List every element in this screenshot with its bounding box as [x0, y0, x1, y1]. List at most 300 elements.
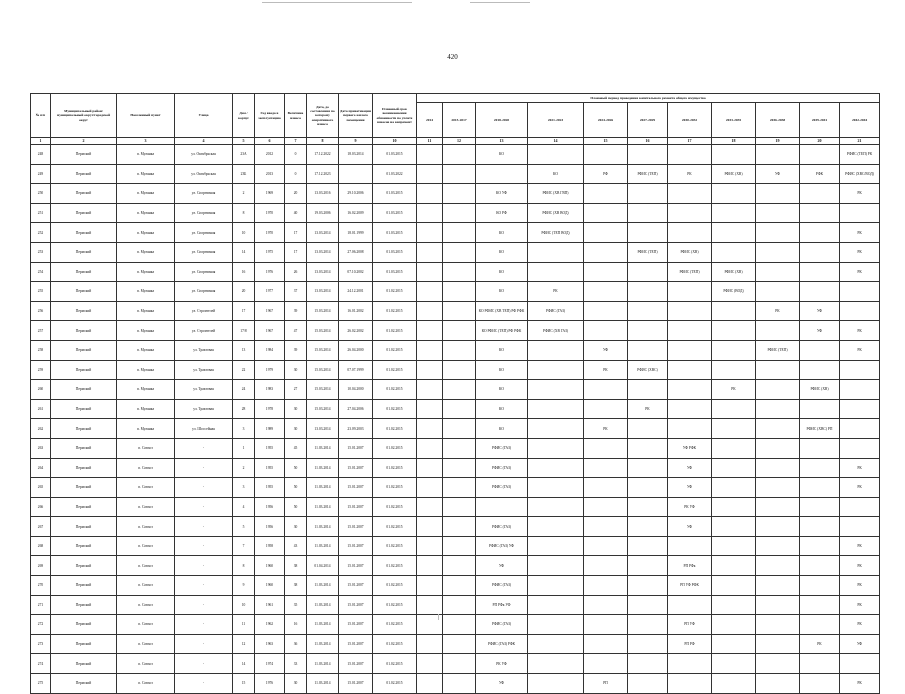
- cell-d1: 11.03.2014: [307, 517, 339, 537]
- cell-settlement: п. Совхоз: [117, 556, 175, 576]
- cell-period: [756, 321, 800, 341]
- cell-deadline: 01.02.2015: [373, 654, 417, 674]
- cell-district: Пермский: [51, 340, 117, 360]
- cell-period: [528, 615, 584, 635]
- cell-year: 1969: [255, 184, 285, 204]
- cell-period: РК: [528, 282, 584, 302]
- cell-period: РФИС (ХВС): [628, 360, 668, 380]
- cell-period: [417, 242, 443, 262]
- cell-settlement: п. Совхоз: [117, 438, 175, 458]
- cell-period: РК: [840, 556, 880, 576]
- cell-no: 248: [31, 145, 51, 165]
- cell-period: [668, 595, 712, 615]
- cell-period: [756, 223, 800, 243]
- cell-settlement: п. Совхоз: [117, 517, 175, 537]
- cell-period: [584, 203, 628, 223]
- cell-period: [756, 536, 800, 556]
- cell-d2: 15.01.2007: [339, 674, 373, 694]
- cell-period: [840, 654, 880, 674]
- cell-deadline: 01.03.2015: [373, 203, 417, 223]
- cell-period: УФ: [584, 340, 628, 360]
- cell-no: 264: [31, 458, 51, 478]
- cell-period: [668, 399, 712, 419]
- cell-d2: 24.12.2001: [339, 282, 373, 302]
- cell-period: [840, 380, 880, 400]
- cell-no: 260: [31, 380, 51, 400]
- table-row: [31, 380, 880, 400]
- cell-period: [443, 223, 476, 243]
- cell-d2: 23.09.2003: [339, 419, 373, 439]
- cell-period: [528, 340, 584, 360]
- cell-period: [443, 262, 476, 282]
- cell-no: 254: [31, 262, 51, 282]
- cell-deadline: 01.03.2015: [373, 242, 417, 262]
- cell-period: РК: [840, 478, 880, 498]
- col-header-period: 2042-2044: [840, 103, 880, 138]
- cell-period: [584, 282, 628, 302]
- cell-d2: 15.01.2007: [339, 595, 373, 615]
- cell-period: [712, 556, 756, 576]
- cell-house: 24: [233, 380, 255, 400]
- column-number: 16: [628, 138, 668, 145]
- cell-period: РК: [840, 458, 880, 478]
- cell-house: 17: [233, 301, 255, 321]
- cell-period: УФ: [668, 458, 712, 478]
- cell-period: [628, 438, 668, 458]
- cell-wear: 38: [285, 576, 307, 596]
- cell-period: [417, 674, 443, 694]
- cell-period: РП УФ: [668, 615, 712, 635]
- col-header-street: Улица: [175, 94, 233, 138]
- cell-period: [417, 164, 443, 184]
- col-header-deadline: Плановый срок возникновения обязанности по уплате взносов на капремонт: [373, 94, 417, 138]
- cell-wear: 45: [285, 438, 307, 458]
- cell-street: ул. Спортивная: [175, 223, 233, 243]
- cell-period: [668, 340, 712, 360]
- column-number: 9: [339, 138, 373, 145]
- cell-period: КО: [476, 419, 528, 439]
- cell-period: [800, 654, 840, 674]
- cell-period: КО: [476, 262, 528, 282]
- cell-period: [417, 654, 443, 674]
- cell-settlement: п. Мулянка: [117, 262, 175, 282]
- cell-period: [712, 595, 756, 615]
- cell-period: [417, 321, 443, 341]
- cell-period: РК: [584, 419, 628, 439]
- cell-no: 259: [31, 360, 51, 380]
- cell-period: УФ: [756, 164, 800, 184]
- cell-period: [800, 262, 840, 282]
- cell-d2: 15.01.2007: [339, 615, 373, 635]
- cell-period: [417, 634, 443, 654]
- cell-period: РФИС (ГАЗ): [476, 615, 528, 635]
- cell-period: [756, 576, 800, 596]
- cell-settlement: п. Совхоз: [117, 654, 175, 674]
- cell-period: [584, 634, 628, 654]
- cell-period: [443, 282, 476, 302]
- cell-period: РФИС (ХВ): [800, 380, 840, 400]
- cell-period: [584, 458, 628, 478]
- table-row: [31, 654, 880, 674]
- cell-d1: 13.03.2016: [307, 184, 339, 204]
- cell-settlement: п. Мулянка: [117, 360, 175, 380]
- cell-street: -: [175, 458, 233, 478]
- cell-period: [756, 262, 800, 282]
- cell-period: [443, 301, 476, 321]
- cell-period: РФИС (ГАЗ): [476, 517, 528, 537]
- cell-period: РК: [712, 380, 756, 400]
- cell-period: [528, 145, 584, 165]
- cell-period: РК: [668, 164, 712, 184]
- cell-year: 1967: [255, 321, 285, 341]
- col-header-period: 2018-2020: [476, 103, 528, 138]
- cell-wear: 50: [285, 497, 307, 517]
- cell-period: [800, 360, 840, 380]
- cell-no: 270: [31, 576, 51, 596]
- cell-year: 1960: [255, 556, 285, 576]
- cell-period: РК: [840, 321, 880, 341]
- cell-period: РК УФ: [668, 497, 712, 517]
- cell-period: КО: [476, 282, 528, 302]
- cell-no: 272: [31, 615, 51, 635]
- cell-d1: 11.03.2014: [307, 458, 339, 478]
- cell-d1: 15.03.2014: [307, 340, 339, 360]
- cell-year: 1976: [255, 674, 285, 694]
- cell-period: РФИС (ГАЗ): [476, 458, 528, 478]
- cell-year: 1963: [255, 634, 285, 654]
- cell-street: -: [175, 556, 233, 576]
- cell-year: 1975: [255, 242, 285, 262]
- cell-period: РП РФк: [668, 556, 712, 576]
- cell-period: РФИС (ГАЗ) УФ: [476, 536, 528, 556]
- cell-period: [800, 184, 840, 204]
- cell-period: [840, 282, 880, 302]
- cell-house: 4: [233, 497, 255, 517]
- cell-period: РК: [840, 674, 880, 694]
- col-header-period: 2024-2026: [584, 103, 628, 138]
- cell-wear: 37: [285, 282, 307, 302]
- cell-period: [584, 536, 628, 556]
- cell-period: [584, 576, 628, 596]
- col-header-period: 2015-2017: [443, 103, 476, 138]
- cell-no: 275: [31, 674, 51, 694]
- cell-district: Пермский: [51, 419, 117, 439]
- cell-deadline: 01.02.2015: [373, 419, 417, 439]
- cell-wear: 16: [285, 615, 307, 635]
- cell-period: КО: [476, 380, 528, 400]
- cell-period: [712, 517, 756, 537]
- cell-period: [756, 360, 800, 380]
- cell-period: [628, 615, 668, 635]
- cell-period: [800, 615, 840, 635]
- cell-house: 28: [233, 399, 255, 419]
- capital-repair-table: [30, 93, 880, 694]
- cell-period: [528, 674, 584, 694]
- cell-d1: 17.12.2022: [307, 145, 339, 165]
- cell-period: [528, 242, 584, 262]
- column-number: 4: [175, 138, 233, 145]
- cell-period: [417, 282, 443, 302]
- cell-period: [712, 478, 756, 498]
- cell-period: РФИС (ТЕП): [668, 262, 712, 282]
- cell-wear: 30: [285, 419, 307, 439]
- cell-period: [417, 438, 443, 458]
- cell-district: Пермский: [51, 458, 117, 478]
- cell-period: [840, 497, 880, 517]
- cell-period: [628, 478, 668, 498]
- cell-period: [584, 223, 628, 243]
- scan-edge-line: [470, 2, 530, 3]
- cell-year: 1958: [255, 536, 285, 556]
- cell-no: 261: [31, 399, 51, 419]
- cell-period: [628, 145, 668, 165]
- cell-period: [628, 223, 668, 243]
- cell-period: [476, 497, 528, 517]
- cell-period: [584, 301, 628, 321]
- cell-period: [756, 438, 800, 458]
- cell-period: [668, 536, 712, 556]
- cell-settlement: п. Мулянка: [117, 145, 175, 165]
- column-number: 10: [373, 138, 417, 145]
- col-header-settlement: Населенный пункт: [117, 94, 175, 138]
- cell-deadline: 01.02.2015: [373, 282, 417, 302]
- cell-district: Пермский: [51, 164, 117, 184]
- cell-district: Пермский: [51, 145, 117, 165]
- cell-period: [756, 674, 800, 694]
- cell-period: [756, 478, 800, 498]
- cell-period: РП РФк УФ: [476, 595, 528, 615]
- cell-period: [443, 399, 476, 419]
- cell-wear: 36: [285, 634, 307, 654]
- cell-house: 12: [233, 634, 255, 654]
- cell-period: [712, 340, 756, 360]
- cell-period: РФИС (ХВ): [712, 164, 756, 184]
- cell-no: 269: [31, 556, 51, 576]
- column-number: 7: [285, 138, 307, 145]
- cell-district: Пермский: [51, 321, 117, 341]
- cell-d1: 11.03.2014: [307, 674, 339, 694]
- col-header-period: 2021-2023: [528, 103, 584, 138]
- cell-period: [800, 145, 840, 165]
- cell-period: [800, 458, 840, 478]
- table-row: [31, 164, 880, 184]
- cell-period: [668, 223, 712, 243]
- cell-no: 257: [31, 321, 51, 341]
- cell-period: КО: [476, 223, 528, 243]
- cell-period: [443, 654, 476, 674]
- cell-district: Пермский: [51, 438, 117, 458]
- cell-period: [528, 634, 584, 654]
- cell-d1: 13.03.2014: [307, 223, 339, 243]
- cell-period: [528, 536, 584, 556]
- cell-period: [756, 242, 800, 262]
- cell-period: [443, 340, 476, 360]
- cell-period: [800, 438, 840, 458]
- column-number: 3: [117, 138, 175, 145]
- cell-period: [712, 223, 756, 243]
- cell-no: 273: [31, 634, 51, 654]
- cell-district: Пермский: [51, 399, 117, 419]
- cell-period: [584, 321, 628, 341]
- cell-period: РФИС (ТЕП) РК: [840, 145, 880, 165]
- col-header-wear: Величина износа: [285, 94, 307, 138]
- cell-no: 256: [31, 301, 51, 321]
- cell-period: УФ РФК: [668, 438, 712, 458]
- cell-period: [756, 203, 800, 223]
- cell-wear: 30: [285, 517, 307, 537]
- cell-period: [756, 497, 800, 517]
- cell-no: 258: [31, 340, 51, 360]
- cell-period: [712, 458, 756, 478]
- cell-street: ул. Трактовая: [175, 399, 233, 419]
- cell-street: -: [175, 595, 233, 615]
- cell-period: [417, 399, 443, 419]
- cell-wear: 40: [285, 203, 307, 223]
- table-row: [31, 340, 880, 360]
- cell-period: РФИС (ХВ ГАЗ): [528, 321, 584, 341]
- cell-period: РК: [840, 576, 880, 596]
- cell-period: [443, 242, 476, 262]
- cell-period: [840, 438, 880, 458]
- cell-wear: 33: [285, 654, 307, 674]
- cell-no: 262: [31, 419, 51, 439]
- cell-deadline: 01.02.2015: [373, 301, 417, 321]
- cell-period: РП РФ: [668, 634, 712, 654]
- cell-no: 263: [31, 438, 51, 458]
- cell-no: 251: [31, 203, 51, 223]
- cell-d1: 15.03.2014: [307, 399, 339, 419]
- cell-period: РФИС (ТЕП ВОД): [528, 223, 584, 243]
- cell-settlement: п. Мулянка: [117, 321, 175, 341]
- cell-period: РК: [628, 399, 668, 419]
- cell-settlement: п. Мулянка: [117, 419, 175, 439]
- cell-period: [528, 419, 584, 439]
- cell-period: [628, 262, 668, 282]
- table-row: [31, 262, 880, 282]
- cell-year: 1984: [255, 340, 285, 360]
- table-row: [31, 203, 880, 223]
- cell-d2: 07.07.1999: [339, 360, 373, 380]
- cell-period: [528, 517, 584, 537]
- cell-period: [528, 380, 584, 400]
- cell-district: Пермский: [51, 576, 117, 596]
- cell-period: [443, 576, 476, 596]
- cell-period: [756, 399, 800, 419]
- table-row: [31, 360, 880, 380]
- table-row: [31, 595, 880, 615]
- cell-period: [668, 301, 712, 321]
- cell-district: Пермский: [51, 478, 117, 498]
- cell-d2: 16.01.2002: [339, 301, 373, 321]
- cell-street: ул. Шоссейная: [175, 419, 233, 439]
- cell-d2: 15.01.2007: [339, 478, 373, 498]
- cell-settlement: п. Мулянка: [117, 380, 175, 400]
- cell-house: 11: [233, 615, 255, 635]
- cell-period: [712, 438, 756, 458]
- col-header-period: 2030-2032: [668, 103, 712, 138]
- column-number: 1: [31, 138, 51, 145]
- cell-street: -: [175, 576, 233, 596]
- cell-year: 1967: [255, 301, 285, 321]
- cell-period: [756, 615, 800, 635]
- cell-period: [712, 536, 756, 556]
- cell-period: [584, 399, 628, 419]
- cell-street: -: [175, 654, 233, 674]
- cell-period: РФИС (ТЕП): [756, 340, 800, 360]
- cell-period: [800, 399, 840, 419]
- cell-year: 1955: [255, 478, 285, 498]
- cell-period: РК: [840, 242, 880, 262]
- cell-deadline: 01.02.2015: [373, 556, 417, 576]
- cell-d2: 15.01.2007: [339, 497, 373, 517]
- cell-house: 8: [233, 203, 255, 223]
- cell-period: РК: [800, 634, 840, 654]
- col-header-date-last: Дата, до составления по которому оперативного износа: [307, 94, 339, 138]
- table-row: [31, 301, 880, 321]
- cell-period: [443, 321, 476, 341]
- cell-period: [712, 615, 756, 635]
- cell-period: [584, 262, 628, 282]
- table-row: [31, 184, 880, 204]
- cell-period: [668, 321, 712, 341]
- cell-house: 13: [233, 340, 255, 360]
- column-number: 8: [307, 138, 339, 145]
- cell-district: Пермский: [51, 184, 117, 204]
- cell-deadline: 01.02.2015: [373, 380, 417, 400]
- column-number: 15: [584, 138, 628, 145]
- cell-deadline: 01.02.2015: [373, 517, 417, 537]
- cell-no: 250: [31, 184, 51, 204]
- cell-period: [443, 438, 476, 458]
- cell-year: 1989: [255, 419, 285, 439]
- cell-street: ул. Трактовая: [175, 360, 233, 380]
- cell-d2: 15.01.2007: [339, 556, 373, 576]
- cell-house: 20: [233, 282, 255, 302]
- cell-period: [417, 340, 443, 360]
- cell-period: [712, 242, 756, 262]
- cell-period: РФИС (ГАЗ): [476, 576, 528, 596]
- cell-period: [628, 497, 668, 517]
- cell-no: 249: [31, 164, 51, 184]
- cell-period: РФИС (ГАЗ) РФК: [476, 634, 528, 654]
- cell-period: РФИС (ХВ): [712, 262, 756, 282]
- cell-deadline: 01.03.2022: [373, 164, 417, 184]
- cell-house: 5: [233, 517, 255, 537]
- cell-district: Пермский: [51, 223, 117, 243]
- col-header-no: № п/п: [31, 94, 51, 138]
- cell-year: 1970: [255, 223, 285, 243]
- cell-period: [628, 203, 668, 223]
- cell-wear: 39: [285, 301, 307, 321]
- cell-period: [628, 674, 668, 694]
- cell-wear: 39: [285, 340, 307, 360]
- cell-house: 15: [233, 674, 255, 694]
- col-header-period: 2033-2035: [712, 103, 756, 138]
- cell-period: [756, 517, 800, 537]
- cell-period: [628, 556, 668, 576]
- cell-period: РК: [840, 262, 880, 282]
- cell-period: [628, 321, 668, 341]
- cell-period: РФИС (ГАЗ): [528, 301, 584, 321]
- table-row: [31, 321, 880, 341]
- cell-house: 9: [233, 576, 255, 596]
- cell-period: [800, 595, 840, 615]
- cell-no: 265: [31, 478, 51, 498]
- cell-period: КО: [476, 242, 528, 262]
- cell-d1: 13.03.2014: [307, 262, 339, 282]
- cell-year: 1955: [255, 438, 285, 458]
- cell-street: ул. Спортивная: [175, 282, 233, 302]
